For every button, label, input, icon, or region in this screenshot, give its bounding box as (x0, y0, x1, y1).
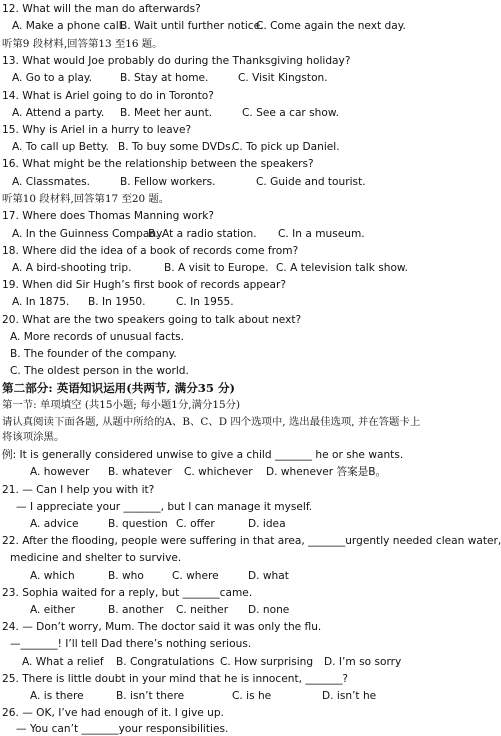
answer-option: A. advice (30, 518, 79, 530)
answer-option: A. which (30, 570, 75, 582)
answer-option: C. is he (232, 690, 272, 702)
question-text: 12. What will the man do afterwards? (2, 3, 201, 15)
question-text: —_______! I’ll tell Dad there’s nothing serious. (10, 638, 252, 650)
answer-option: C. whichever (184, 466, 253, 478)
answer-option: C. In 1955. (176, 296, 234, 308)
answer-option: B. A visit to Europe. (164, 262, 269, 274)
answer-option: B. Stay at home. (120, 72, 209, 84)
question-text: 18. Where did the idea of a book of records come from? (2, 245, 299, 257)
answer-option: B. question (108, 518, 168, 530)
answer-option: D. what (248, 570, 289, 582)
question-text: C. The oldest person in the world. (10, 365, 189, 377)
question-text: — I appreciate your _______, but I can manage it myself. (16, 501, 313, 513)
answer-option: C. Visit Kingston. (238, 72, 328, 84)
question-text: 26. — OK, I’ve had enough of it. I give up. (2, 707, 224, 719)
question-text: 21. — Can I help you with it? (2, 484, 155, 496)
answer-option: A. A bird-shooting trip. (12, 262, 132, 274)
answer-option: D. none (248, 604, 290, 616)
answer-option: B. Fellow workers. (120, 176, 216, 188)
answer-option: A. Attend a party. (12, 107, 105, 119)
answer-option: A. is there (30, 690, 84, 702)
answer-option: D. whenever 答案是B。 (266, 466, 387, 478)
answer-option: C. where (172, 570, 219, 582)
answer-option: D. idea (248, 518, 286, 530)
answer-option: C. neither (176, 604, 229, 616)
question-text: 例: It is generally considered unwise to give a child _______ he or she wants. (2, 449, 404, 461)
question-text: 16. What might be the relationship between the speakers? (2, 158, 314, 170)
question-text: B. The founder of the company. (10, 348, 177, 360)
answer-option: B. To buy some DVDs. (118, 141, 235, 153)
answer-option: D. isn’t he (322, 690, 377, 702)
question-text: 19. When did Sir Hugh’s first book of records appear? (2, 279, 287, 291)
question-text: — You can’t _______your responsibilities. (16, 723, 229, 735)
answer-option: A. however (30, 466, 90, 478)
question-text: 24. — Don’t worry, Mum. The doctor said it was only the flu. (2, 621, 322, 633)
answer-option: B. Congratulations (116, 656, 215, 668)
answer-option: D. I’m so sorry (324, 656, 402, 668)
instruction-text: 将该项涂黑。 (2, 431, 65, 443)
question-text: 23. Sophia waited for a reply, but _______came. (2, 587, 253, 599)
answer-option: A. Make a phone call. (12, 20, 126, 32)
answer-option: A. In the Guinness Company. (12, 228, 165, 240)
question-text: 20. What are the two speakers going to talk about next? (2, 314, 302, 326)
question-text: 15. Why is Ariel in a hurry to leave? (2, 124, 192, 136)
answer-option: B. whatever (108, 466, 172, 478)
answer-option: C. In a museum. (278, 228, 365, 240)
answer-option: A. either (30, 604, 75, 616)
instruction-text: 听第10 段材料,回答第17 至20 题。 (2, 193, 170, 205)
answer-option: B. In 1950. (88, 296, 146, 308)
answer-option: A. Go to a play. (12, 72, 93, 84)
answer-option: B. isn’t there (116, 690, 185, 702)
answer-option: C. offer (176, 518, 215, 530)
section-heading: 第二部分: 英语知识运用(共两节, 满分35 分) (2, 381, 236, 395)
answer-option: B. At a radio station. (148, 228, 257, 240)
question-text: 25. There is little doubt in your mind that he is innocent, _______? (2, 673, 349, 685)
answer-option: C. Guide and tourist. (256, 176, 366, 188)
answer-option: A. To call up Betty. (12, 141, 109, 153)
instruction-text: 请认真阅读下面各题, 从题中所给的A、B、C、D 四个选项中, 选出最佳选项, 并在答题卡上 (2, 416, 421, 428)
answer-option: C. How surprising (220, 656, 314, 668)
instruction-text: 听第9 段材料,回答第13 至16 题。 (2, 38, 163, 50)
answer-option: B. who (108, 570, 144, 582)
answer-option: A. In 1875. (12, 296, 70, 308)
answer-option: B. Wait until further notice. (120, 20, 264, 32)
question-text: 22. After the flooding, people were suffering in that area, _______urgently needed clean water, (2, 535, 501, 547)
question-text: medicine and shelter to survive. (10, 552, 182, 564)
answer-option: B. another (108, 604, 164, 616)
answer-option: A. Classmates. (12, 176, 91, 188)
answer-option: C. See a car show. (242, 107, 339, 119)
answer-option: A. What a relief (22, 656, 104, 668)
answer-option: C. A television talk show. (276, 262, 408, 274)
question-text: 13. What would Joe probably do during the Thanksgiving holiday? (2, 55, 351, 67)
question-text: 14. What is Ariel going to do in Toronto? (2, 90, 214, 102)
answer-option: B. Meet her aunt. (120, 107, 213, 119)
question-text: A. More records of unusual facts. (10, 331, 184, 343)
answer-option: C. To pick up Daniel. (232, 141, 340, 153)
answer-option: C. Come again the next day. (256, 20, 406, 32)
instruction-text: 第一节: 单项填空 (共15小题; 每小题1分,满分15分) (2, 399, 241, 411)
question-text: 17. Where does Thomas Manning work? (2, 210, 214, 222)
